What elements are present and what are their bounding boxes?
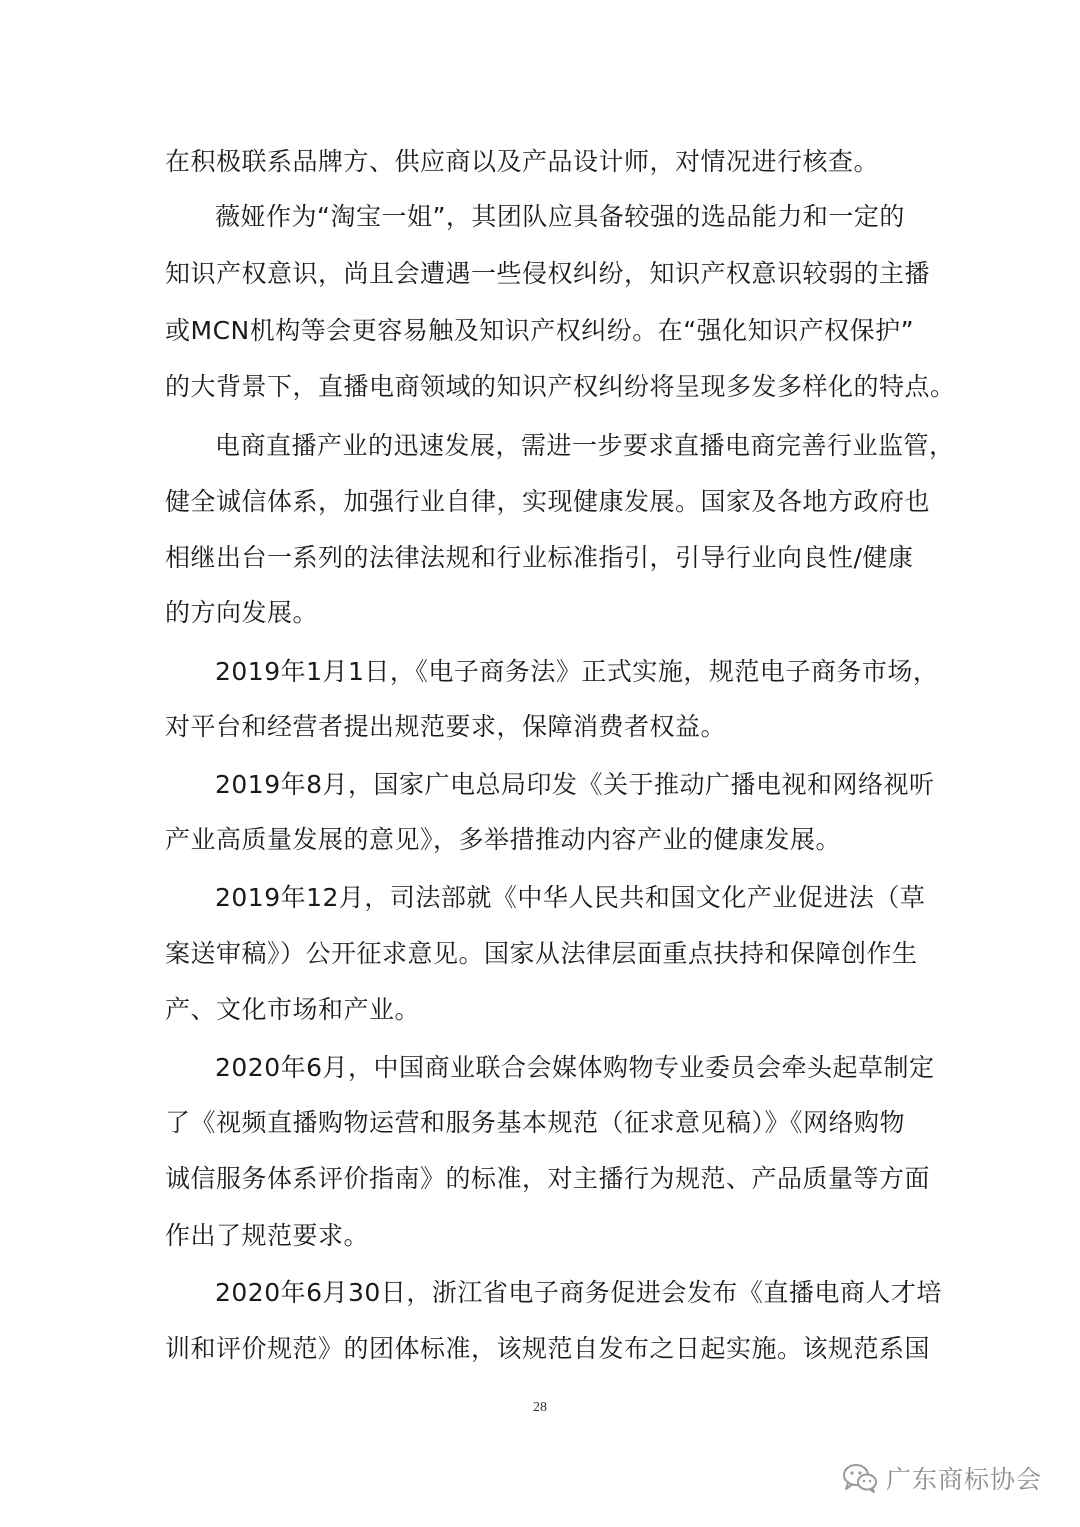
- text-line: 作出了规范要求。: [165, 1221, 370, 1250]
- text-line: 产业高质量发展的意见》，多举措推动内容产业的健康发展。: [165, 825, 842, 854]
- text-line: 或MCN机构等会更容易触及知识产权纠纷。在“强化知识产权保护”: [165, 316, 915, 345]
- text-line: 相继出台一系列的法律法规和行业标准指引，引导行业向良性/健康: [165, 543, 914, 572]
- text-line: 诚信服务体系评价指南》的标准，对主播行为规范、产品质量等方面: [165, 1164, 931, 1193]
- text-line: 2019年1月1日，《电子商务法》正式实施，规范电子商务市场，: [215, 657, 939, 686]
- text-line: 了《视频直播购物运营和服务基本规范（征求意见稿）》《网络购物: [165, 1108, 906, 1137]
- text-line: 产、文化市场和产业。: [165, 995, 421, 1024]
- text-line: 2020年6月，中国商业联合会媒体购物专业委员会牵头起草制定: [215, 1053, 935, 1082]
- text-line: 电商直播产业的迅速发展，需进一步要求直播电商完善行业监管，: [215, 431, 955, 460]
- wechat-icon: [842, 1463, 878, 1493]
- watermark: [842, 1458, 1042, 1498]
- watermark-text: 广东商标协会: [886, 1465, 1043, 1494]
- text-line: 的大背景下，直播电商领域的知识产权纠纷将呈现多发多样化的特点。: [165, 372, 956, 401]
- text-line: 对平台和经营者提出规范要求，保障消费者权益。: [165, 712, 727, 741]
- text-line: 2019年12月，司法部就《中华人民共和国文化产业促进法（草: [215, 883, 926, 912]
- text-line: 在积极联系品牌方、供应商以及产品设计师，对情况进行核查。: [165, 147, 880, 176]
- text-line: 薇娅作为“淘宝一姐”，其团队应具备较强的选品能力和一定的: [215, 202, 905, 231]
- text-line: 的方向发展。: [165, 598, 319, 627]
- text-line: 训和评价规范》的团体标准，该规范自发布之日起实施。该规范系国: [165, 1334, 931, 1363]
- page-number: 28: [533, 1400, 547, 1415]
- text-line: 2020年6月30日，浙江省电子商务促进会发布《直播电商人才培: [215, 1278, 942, 1307]
- text-line: 健全诚信体系，加强行业自律，实现健康发展。国家及各地方政府也: [165, 487, 931, 516]
- text-line: 案送审稿》）公开征求意见。国家从法律层面重点扶持和保障创作生: [165, 939, 918, 968]
- text-line: 知识产权意识，尚且会遭遇一些侵权纠纷，知识产权意识较弱的主播: [165, 259, 931, 288]
- text-line: 2019年8月，国家广电总局印发《关于推动广播电视和网络视听: [215, 770, 935, 799]
